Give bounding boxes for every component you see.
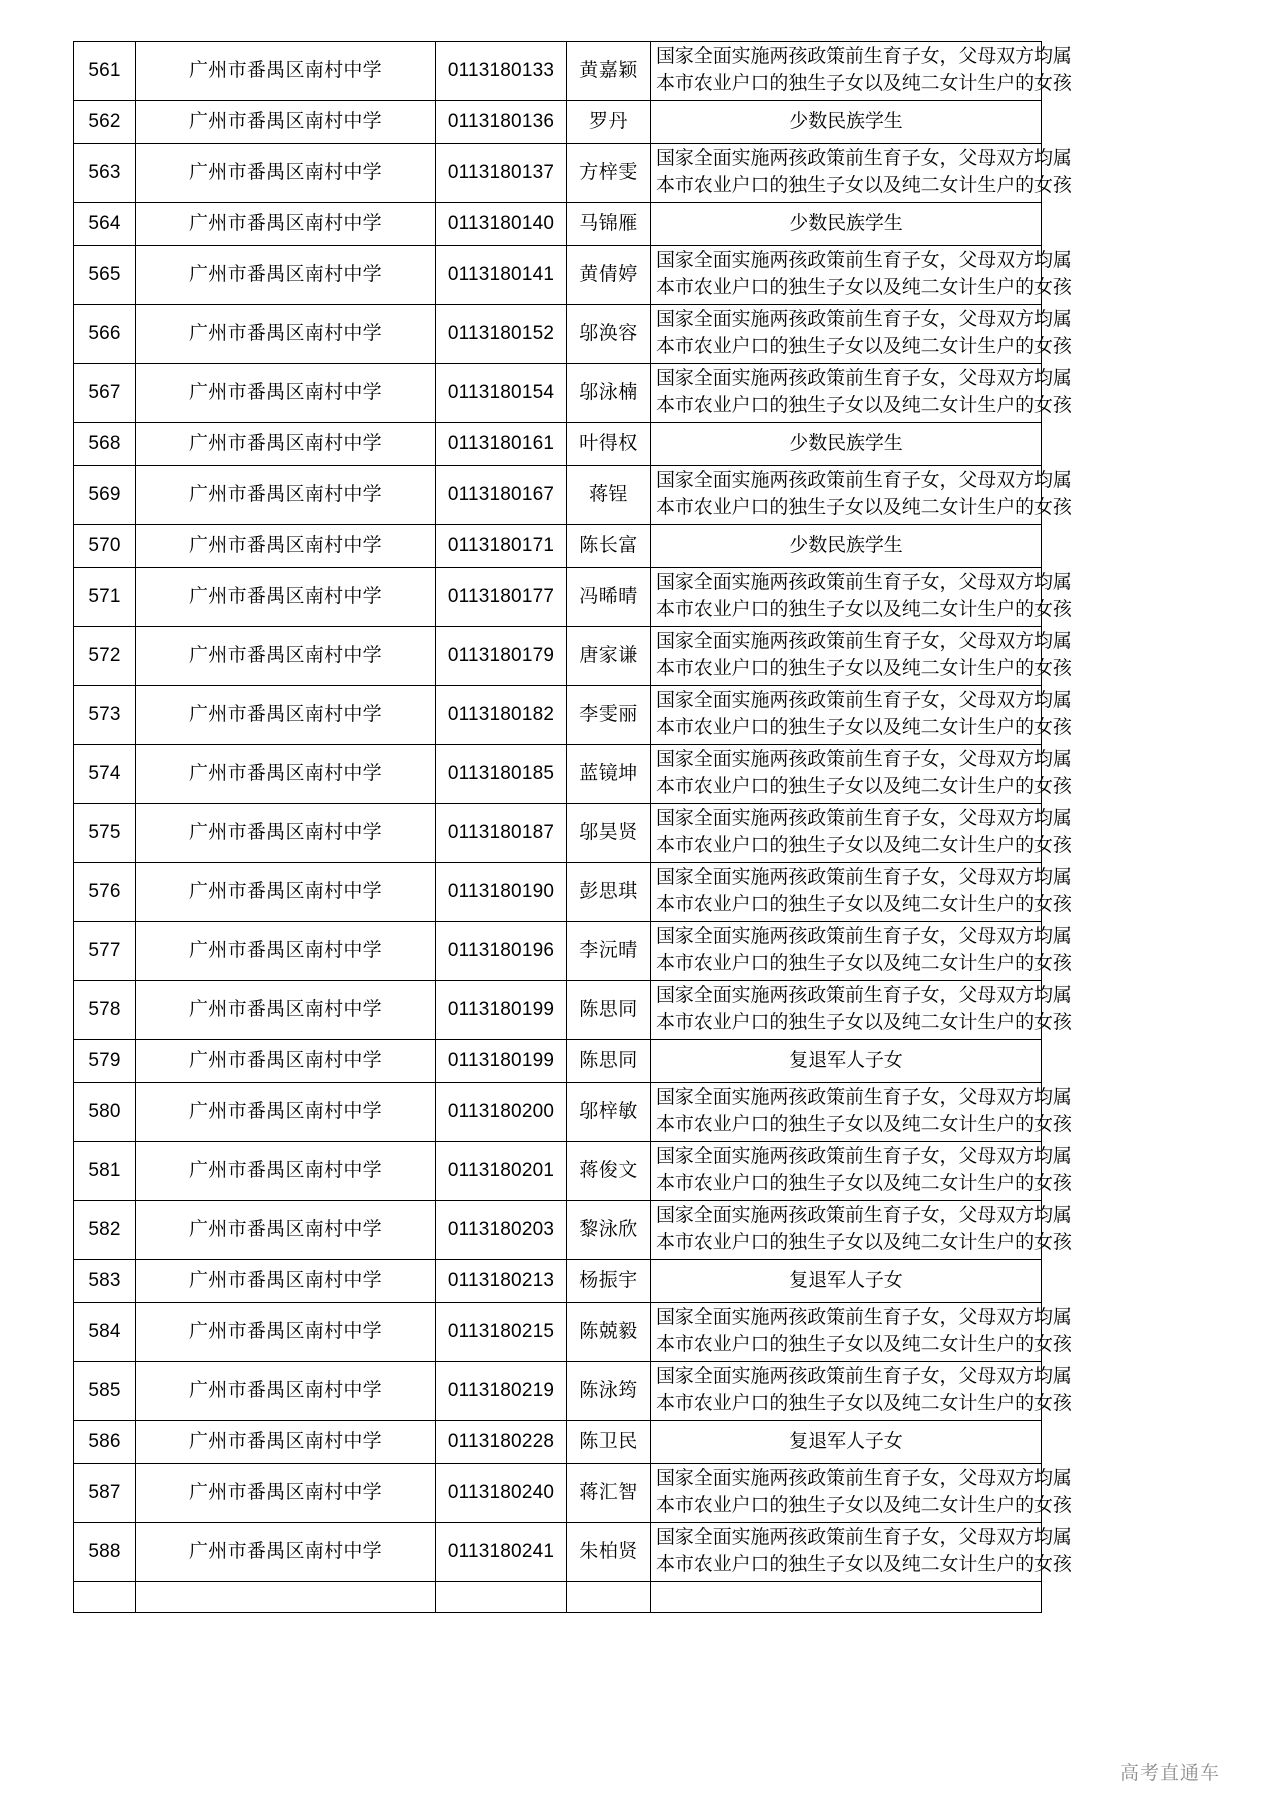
policy-line-1: 国家全面实施两孩政策前生育子女，父母双方均属 — [656, 808, 1072, 830]
policy-line-1: 国家全面实施两孩政策前生育子女，父母双方均属 — [656, 867, 1072, 889]
cell-student-name: 杨振宇 — [567, 1260, 651, 1303]
cell-school: 广州市番禺区南村中学 — [136, 305, 436, 364]
policy-line-1: 少数民族学生 — [789, 534, 903, 556]
cell-student-name: 叶得权 — [567, 423, 651, 466]
policy-line-1: 复退军人子女 — [789, 1430, 903, 1452]
watermark: 高考直通车 — [1119, 1763, 1220, 1784]
policy-line-1: 国家全面实施两孩政策前生育子女，父母双方均属 — [656, 1307, 1072, 1329]
policy-line-2: 本市农业户口的独生子女以及纯二女计生户的女孩 — [656, 1232, 1072, 1253]
cell-student-name: 唐家谦 — [567, 627, 651, 686]
cell-index: 587 — [74, 1464, 136, 1523]
cell-policy-type — [651, 101, 1042, 144]
table-row — [74, 42, 1042, 101]
cell-policy-type — [651, 466, 1072, 525]
cell-school: 广州市番禺区南村中学 — [136, 1040, 436, 1083]
cell-student-name: 邬涣容 — [567, 305, 651, 364]
cell-index: 564 — [74, 203, 136, 246]
table-row — [74, 1362, 1042, 1421]
cell-school: 广州市番禺区南村中学 — [136, 627, 436, 686]
policy-line-2: 本市农业户口的独生子女以及纯二女计生户的女孩 — [656, 953, 1072, 974]
cell-index: 582 — [74, 1201, 136, 1260]
cell-exam-number: 0113180241 — [436, 1523, 567, 1582]
cell-exam-number: 0113180136 — [436, 101, 567, 144]
cell-student-name: 彭思琪 — [567, 863, 651, 922]
table-row — [74, 1464, 1042, 1523]
cell-school: 广州市番禺区南村中学 — [136, 1303, 436, 1362]
cell-school: 广州市番禺区南村中学 — [136, 686, 436, 745]
cell-exam-number: 0113180167 — [436, 466, 567, 525]
policy-line-1: 国家全面实施两孩政策前生育子女，父母双方均属 — [656, 148, 1072, 170]
cell-exam-number: 0113180228 — [436, 1421, 567, 1464]
policy-line-1: 国家全面实施两孩政策前生育子女，父母双方均属 — [656, 309, 1072, 331]
cell-student-name: 李沅晴 — [567, 922, 651, 981]
cell-policy-type — [651, 1362, 1072, 1421]
table-row — [74, 627, 1042, 686]
cell-index: 571 — [74, 568, 136, 627]
cell-exam-number: 0113180141 — [436, 246, 567, 305]
cell-student-name: 蒋锃 — [567, 466, 651, 525]
policy-line-2: 本市农业户口的独生子女以及纯二女计生户的女孩 — [656, 1114, 1072, 1135]
cell-index: 577 — [74, 922, 136, 981]
cell-school: 广州市番禺区南村中学 — [136, 1523, 436, 1582]
cell-policy-type — [651, 568, 1072, 627]
policy-line-1: 国家全面实施两孩政策前生育子女，父母双方均属 — [656, 631, 1072, 653]
cell-student-name: 蓝镜坤 — [567, 745, 651, 804]
cell-exam-number: 0113180187 — [436, 804, 567, 863]
cell-index: 584 — [74, 1303, 136, 1362]
cell-school: 广州市番禺区南村中学 — [136, 144, 436, 203]
cell-exam-number: 0113180133 — [436, 42, 567, 101]
cell-policy-type — [651, 305, 1072, 364]
cell-policy-type — [651, 1040, 1042, 1083]
cell-exam-number: 0113180185 — [436, 745, 567, 804]
cell-exam-number: 0113180203 — [436, 1201, 567, 1260]
cell-policy-type — [651, 1201, 1072, 1260]
cell-index: 588 — [74, 1523, 136, 1582]
cell-school: 广州市番禺区南村中学 — [136, 981, 436, 1040]
cell-school: 广州市番禺区南村中学 — [136, 1260, 436, 1303]
policy-line-1: 少数民族学生 — [789, 212, 903, 234]
cell-student-name: 蒋汇智 — [567, 1464, 651, 1523]
policy-line-2: 本市农业户口的独生子女以及纯二女计生户的女孩 — [656, 1495, 1072, 1516]
table-row — [74, 1201, 1042, 1260]
table-row — [74, 1040, 1042, 1083]
cell-exam-number: 0113180177 — [436, 568, 567, 627]
cell-policy-type — [651, 1083, 1072, 1142]
cell-school: 广州市番禺区南村中学 — [136, 525, 436, 568]
policy-line-1: 国家全面实施两孩政策前生育子女，父母双方均属 — [656, 46, 1072, 68]
cell-index: 585 — [74, 1362, 136, 1421]
cell-policy-type — [651, 203, 1042, 246]
table-row — [74, 1421, 1042, 1464]
cell-policy-type — [651, 144, 1072, 203]
cell-exam-number: 0113180137 — [436, 144, 567, 203]
cell-student-name: 黎泳欣 — [567, 1201, 651, 1260]
cell-exam-number: 0113180179 — [436, 627, 567, 686]
table-row — [74, 922, 1042, 981]
table-row — [74, 863, 1042, 922]
policy-line-2: 本市农业户口的独生子女以及纯二女计生户的女孩 — [656, 776, 1072, 797]
cell-exam-number: 0113180140 — [436, 203, 567, 246]
policy-line-2: 本市农业户口的独生子女以及纯二女计生户的女孩 — [656, 1334, 1072, 1355]
policy-line-1: 国家全面实施两孩政策前生育子女，父母双方均属 — [656, 926, 1072, 948]
cell-policy-type — [651, 525, 1042, 568]
cell-exam-number — [436, 1582, 567, 1613]
cell-index — [74, 1582, 136, 1613]
policy-line-1: 国家全面实施两孩政策前生育子女，父母双方均属 — [656, 1366, 1072, 1388]
policy-line-1: 国家全面实施两孩政策前生育子女，父母双方均属 — [656, 1146, 1072, 1168]
cell-exam-number: 0113180154 — [436, 364, 567, 423]
table-row — [74, 525, 1042, 568]
cell-index: 580 — [74, 1083, 136, 1142]
cell-index: 570 — [74, 525, 136, 568]
cell-student-name: 陈长富 — [567, 525, 651, 568]
cell-policy-type — [651, 364, 1072, 423]
cell-index: 562 — [74, 101, 136, 144]
cell-exam-number: 0113180161 — [436, 423, 567, 466]
cell-student-name: 李雯丽 — [567, 686, 651, 745]
policy-line-1: 复退军人子女 — [789, 1049, 903, 1071]
cell-school: 广州市番禺区南村中学 — [136, 203, 436, 246]
cell-student-name: 冯晞晴 — [567, 568, 651, 627]
table-row — [74, 686, 1042, 745]
cell-school: 广州市番禺区南村中学 — [136, 246, 436, 305]
cell-policy-type — [651, 922, 1072, 981]
cell-student-name: 方梓雯 — [567, 144, 651, 203]
cell-school: 广州市番禺区南村中学 — [136, 101, 436, 144]
cell-school: 广州市番禺区南村中学 — [136, 745, 436, 804]
cell-exam-number: 0113180199 — [436, 981, 567, 1040]
cell-student-name: 马锦雁 — [567, 203, 651, 246]
policy-line-1: 国家全面实施两孩政策前生育子女，父母双方均属 — [656, 368, 1072, 390]
policy-line-1: 国家全面实施两孩政策前生育子女，父母双方均属 — [656, 572, 1072, 594]
table-row — [74, 1083, 1042, 1142]
cell-school: 广州市番禺区南村中学 — [136, 1362, 436, 1421]
cell-exam-number: 0113180219 — [436, 1362, 567, 1421]
cell-index: 586 — [74, 1421, 136, 1464]
cell-policy-type — [651, 627, 1072, 686]
policy-line-2: 本市农业户口的独生子女以及纯二女计生户的女孩 — [656, 336, 1072, 357]
cell-index: 568 — [74, 423, 136, 466]
cell-exam-number: 0113180196 — [436, 922, 567, 981]
cell-index: 561 — [74, 42, 136, 101]
cell-index: 569 — [74, 466, 136, 525]
cell-index: 573 — [74, 686, 136, 745]
cell-exam-number: 0113180199 — [436, 1040, 567, 1083]
table-row — [74, 568, 1042, 627]
policy-line-1: 国家全面实施两孩政策前生育子女，父母双方均属 — [656, 1468, 1072, 1490]
cell-student-name — [567, 1582, 651, 1613]
policy-line-2: 本市农业户口的独生子女以及纯二女计生户的女孩 — [656, 1393, 1072, 1414]
cell-school: 广州市番禺区南村中学 — [136, 364, 436, 423]
cell-student-name: 陈思同 — [567, 1040, 651, 1083]
policy-line-1: 少数民族学生 — [789, 110, 903, 132]
table-row — [74, 1523, 1042, 1582]
cell-policy-type — [651, 246, 1072, 305]
cell-policy-type — [651, 1142, 1072, 1201]
policy-line-2: 本市农业户口的独生子女以及纯二女计生户的女孩 — [656, 277, 1072, 298]
cell-exam-number: 0113180182 — [436, 686, 567, 745]
table-row — [74, 101, 1042, 144]
table-row — [74, 981, 1042, 1040]
cell-index: 565 — [74, 246, 136, 305]
policy-line-1: 国家全面实施两孩政策前生育子女，父母双方均属 — [656, 470, 1072, 492]
cell-exam-number: 0113180171 — [436, 525, 567, 568]
table-row — [74, 1582, 1042, 1613]
cell-student-name: 邬昊贤 — [567, 804, 651, 863]
cell-policy-type — [651, 1523, 1072, 1582]
cell-student-name: 邬梓敏 — [567, 1083, 651, 1142]
policy-line-2: 本市农业户口的独生子女以及纯二女计生户的女孩 — [656, 835, 1072, 856]
cell-policy-type — [651, 1303, 1072, 1362]
cell-exam-number: 0113180215 — [436, 1303, 567, 1362]
cell-school: 广州市番禺区南村中学 — [136, 1201, 436, 1260]
table-row — [74, 305, 1042, 364]
cell-exam-number: 0113180152 — [436, 305, 567, 364]
cell-school: 广州市番禺区南村中学 — [136, 1142, 436, 1201]
table-row — [74, 144, 1042, 203]
cell-school — [136, 1582, 436, 1613]
cell-index: 563 — [74, 144, 136, 203]
table-row — [74, 1260, 1042, 1303]
cell-index: 566 — [74, 305, 136, 364]
cell-index: 575 — [74, 804, 136, 863]
policy-line-1: 复退军人子女 — [789, 1269, 903, 1291]
table-row — [74, 1142, 1042, 1201]
policy-line-2: 本市农业户口的独生子女以及纯二女计生户的女孩 — [656, 175, 1072, 196]
cell-school: 广州市番禺区南村中学 — [136, 423, 436, 466]
cell-policy-type — [651, 1464, 1072, 1523]
cell-school: 广州市番禺区南村中学 — [136, 863, 436, 922]
cell-exam-number: 0113180240 — [436, 1464, 567, 1523]
cell-student-name: 陈泳筠 — [567, 1362, 651, 1421]
cell-student-name: 陈兢毅 — [567, 1303, 651, 1362]
policy-line-2: 本市农业户口的独生子女以及纯二女计生户的女孩 — [656, 1012, 1072, 1033]
policy-line-1: 国家全面实施两孩政策前生育子女，父母双方均属 — [656, 749, 1072, 771]
table-row — [74, 364, 1042, 423]
cell-exam-number: 0113180213 — [436, 1260, 567, 1303]
cell-policy-type — [651, 42, 1072, 101]
table-row — [74, 1303, 1042, 1362]
cell-index: 583 — [74, 1260, 136, 1303]
cell-exam-number: 0113180190 — [436, 863, 567, 922]
policy-line-2: 本市农业户口的独生子女以及纯二女计生户的女孩 — [656, 1173, 1072, 1194]
policy-line-2: 本市农业户口的独生子女以及纯二女计生户的女孩 — [656, 395, 1072, 416]
table-row — [74, 745, 1042, 804]
policy-line-2: 本市农业户口的独生子女以及纯二女计生户的女孩 — [656, 599, 1072, 620]
table-body — [74, 42, 1072, 1613]
cell-index: 578 — [74, 981, 136, 1040]
cell-exam-number: 0113180201 — [436, 1142, 567, 1201]
cell-policy-type — [651, 423, 1042, 466]
cell-student-name: 蒋俊文 — [567, 1142, 651, 1201]
cell-school: 广州市番禺区南村中学 — [136, 804, 436, 863]
cell-school: 广州市番禺区南村中学 — [136, 466, 436, 525]
policy-line-2: 本市农业户口的独生子女以及纯二女计生户的女孩 — [656, 1554, 1072, 1575]
cell-student-name: 邬泳楠 — [567, 364, 651, 423]
cell-school: 广州市番禺区南村中学 — [136, 1421, 436, 1464]
policy-line-1: 国家全面实施两孩政策前生育子女，父母双方均属 — [656, 985, 1072, 1007]
policy-line-1: 国家全面实施两孩政策前生育子女，父母双方均属 — [656, 250, 1072, 272]
policy-line-1: 国家全面实施两孩政策前生育子女，父母双方均属 — [656, 1205, 1072, 1227]
cell-school: 广州市番禺区南村中学 — [136, 568, 436, 627]
cell-index: 579 — [74, 1040, 136, 1083]
cell-student-name: 陈思同 — [567, 981, 651, 1040]
policy-line-2: 本市农业户口的独生子女以及纯二女计生户的女孩 — [656, 658, 1072, 679]
table-row — [74, 246, 1042, 305]
cell-policy-type — [651, 745, 1072, 804]
policy-line-1: 国家全面实施两孩政策前生育子女，父母双方均属 — [656, 1527, 1072, 1549]
cell-student-name: 罗丹 — [567, 101, 651, 144]
policy-care-students-table — [73, 41, 1072, 1613]
cell-index: 576 — [74, 863, 136, 922]
cell-policy-type — [651, 686, 1072, 745]
policy-line-2: 本市农业户口的独生子女以及纯二女计生户的女孩 — [656, 73, 1072, 94]
cell-student-name: 朱柏贤 — [567, 1523, 651, 1582]
table-row — [74, 466, 1042, 525]
cell-index: 581 — [74, 1142, 136, 1201]
table-container — [73, 41, 1280, 1613]
cell-index: 572 — [74, 627, 136, 686]
policy-line-2: 本市农业户口的独生子女以及纯二女计生户的女孩 — [656, 497, 1072, 518]
cell-index: 567 — [74, 364, 136, 423]
cell-exam-number: 0113180200 — [436, 1083, 567, 1142]
cell-policy-type — [651, 804, 1072, 863]
cell-policy-type — [651, 1421, 1042, 1464]
table-row — [74, 423, 1042, 466]
cell-school: 广州市番禺区南村中学 — [136, 922, 436, 981]
cell-policy-type — [651, 863, 1072, 922]
policy-line-1: 少数民族学生 — [789, 432, 903, 454]
policy-line-1: 国家全面实施两孩政策前生育子女，父母双方均属 — [656, 1087, 1072, 1109]
table-row — [74, 804, 1042, 863]
cell-school: 广州市番禺区南村中学 — [136, 1464, 436, 1523]
cell-policy-type — [651, 1260, 1042, 1303]
cell-school: 广州市番禺区南村中学 — [136, 1083, 436, 1142]
cell-policy-type — [651, 1582, 1042, 1613]
table-row — [74, 203, 1042, 246]
policy-line-1: 国家全面实施两孩政策前生育子女，父母双方均属 — [656, 690, 1072, 712]
cell-index: 574 — [74, 745, 136, 804]
cell-student-name: 陈卫民 — [567, 1421, 651, 1464]
policy-line-2: 本市农业户口的独生子女以及纯二女计生户的女孩 — [656, 894, 1072, 915]
cell-student-name: 黄嘉颖 — [567, 42, 651, 101]
cell-policy-type — [651, 981, 1072, 1040]
cell-school: 广州市番禺区南村中学 — [136, 42, 436, 101]
policy-line-2: 本市农业户口的独生子女以及纯二女计生户的女孩 — [656, 717, 1072, 738]
cell-student-name: 黄倩婷 — [567, 246, 651, 305]
